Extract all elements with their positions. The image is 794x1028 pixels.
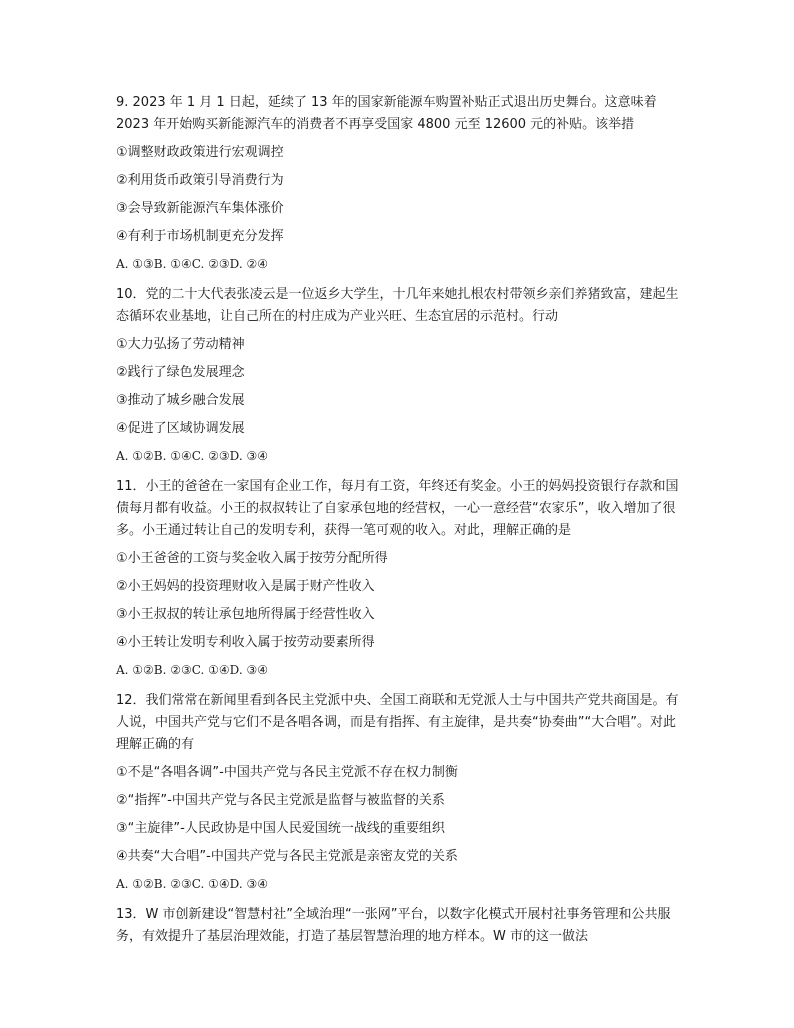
question-stem: 12．我们常常在新闻里看到各民主党派中央、全国工商联和无党派人士与中国共产党共商国是。有人说，中国共产党与它们不是各唱各调，而是有指挥、有主旋律，是共奏“协奏曲”“大合唱”。对此理解正确的有 bbox=[116, 693, 679, 752]
option-3: ③小王叔叔的转让承包地所得属于经营性收入 bbox=[116, 607, 375, 622]
option-3: ③推动了城乡融合发展 bbox=[116, 393, 245, 408]
question-11 bbox=[116, 476, 682, 680]
question-stem: 11．小王的爸爸在一家国有企业工作，每月有工资，年终还有奖金。小王的妈妈投资银行存款和国债每月都有收益。小王的叔叔转让了自家承包地的经营权，一心一意经营“农家乐”，收入增加了很多。小王通过转让自己的发明专利，获得一笔可观的收入。对此，理解正确的是 bbox=[116, 479, 679, 538]
question-stem: 9. 2023 年 1 月 1 日起，延续了 13 年的国家新能源车购置补贴正式退出历史舞台。这意味着 2023 年开始购买新能源汽车的消费者不再享受国家 4800 元至 12600 元的补贴。该举措 bbox=[116, 95, 657, 132]
question-10 bbox=[116, 284, 682, 466]
option-2: ②利用货币政策引导消费行为 bbox=[116, 173, 284, 188]
option-2: ②小王妈妈的投资理财收入是属于财产性收入 bbox=[116, 579, 375, 594]
option-1: ①不是“各唱各调”-中国共产党与各民主党派不存在权力制衡 bbox=[116, 765, 458, 780]
answer-choices: A. ①③B. ①④C. ②③D. ②④ bbox=[116, 257, 269, 271]
question-13 bbox=[116, 904, 682, 948]
option-4: ④小王转让发明专利收入属于按劳动要素所得 bbox=[116, 635, 375, 650]
option-2: ②践行了绿色发展理念 bbox=[116, 365, 245, 380]
option-4: ④有利于市场机制更充分发挥 bbox=[116, 229, 284, 244]
answer-choices: A. ①②B. ①④C. ②③D. ③④ bbox=[116, 449, 269, 463]
question-stem: 13．W 市创新建设“智慧村社”全域治理“一张网”平台，以数字化模式开展村社事务管理和公共服务，有效提升了基层治理效能，打造了基层智慧治理的地方样本。W 市的这一做法 bbox=[116, 907, 671, 944]
option-1: ①小王爸爸的工资与奖金收入属于按劳分配所得 bbox=[116, 551, 388, 566]
option-4: ④共奏“大合唱”-中国共产党与各民主党派是亲密友党的关系 bbox=[116, 849, 458, 864]
question-12 bbox=[116, 690, 682, 894]
option-1: ①大力弘扬了劳动精神 bbox=[116, 337, 245, 352]
question-stem: 10．党的二十大代表张凌云是一位返乡大学生，十几年来她扎根农村带领乡亲们养猪致富，建起生态循环农业基地，让自己所在的村庄成为产业兴旺、生态宜居的示范村。行动 bbox=[116, 287, 679, 324]
exam-page bbox=[116, 92, 682, 954]
question-9 bbox=[116, 92, 682, 274]
option-3: ③“主旋律”-人民政协是中国人民爱国统一战线的重要组织 bbox=[116, 821, 445, 836]
option-4: ④促进了区域协调发展 bbox=[116, 421, 245, 436]
answer-choices: A. ①②B. ②③C. ①④D. ③④ bbox=[116, 663, 269, 677]
answer-choices: A. ①②B. ②③C. ①④D. ③④ bbox=[116, 877, 269, 891]
option-3: ③会导致新能源汽车集体涨价 bbox=[116, 201, 284, 216]
option-2: ②“指挥”-中国共产党与各民主党派是监督与被监督的关系 bbox=[116, 793, 445, 808]
option-1: ①调整财政政策进行宏观调控 bbox=[116, 145, 284, 160]
